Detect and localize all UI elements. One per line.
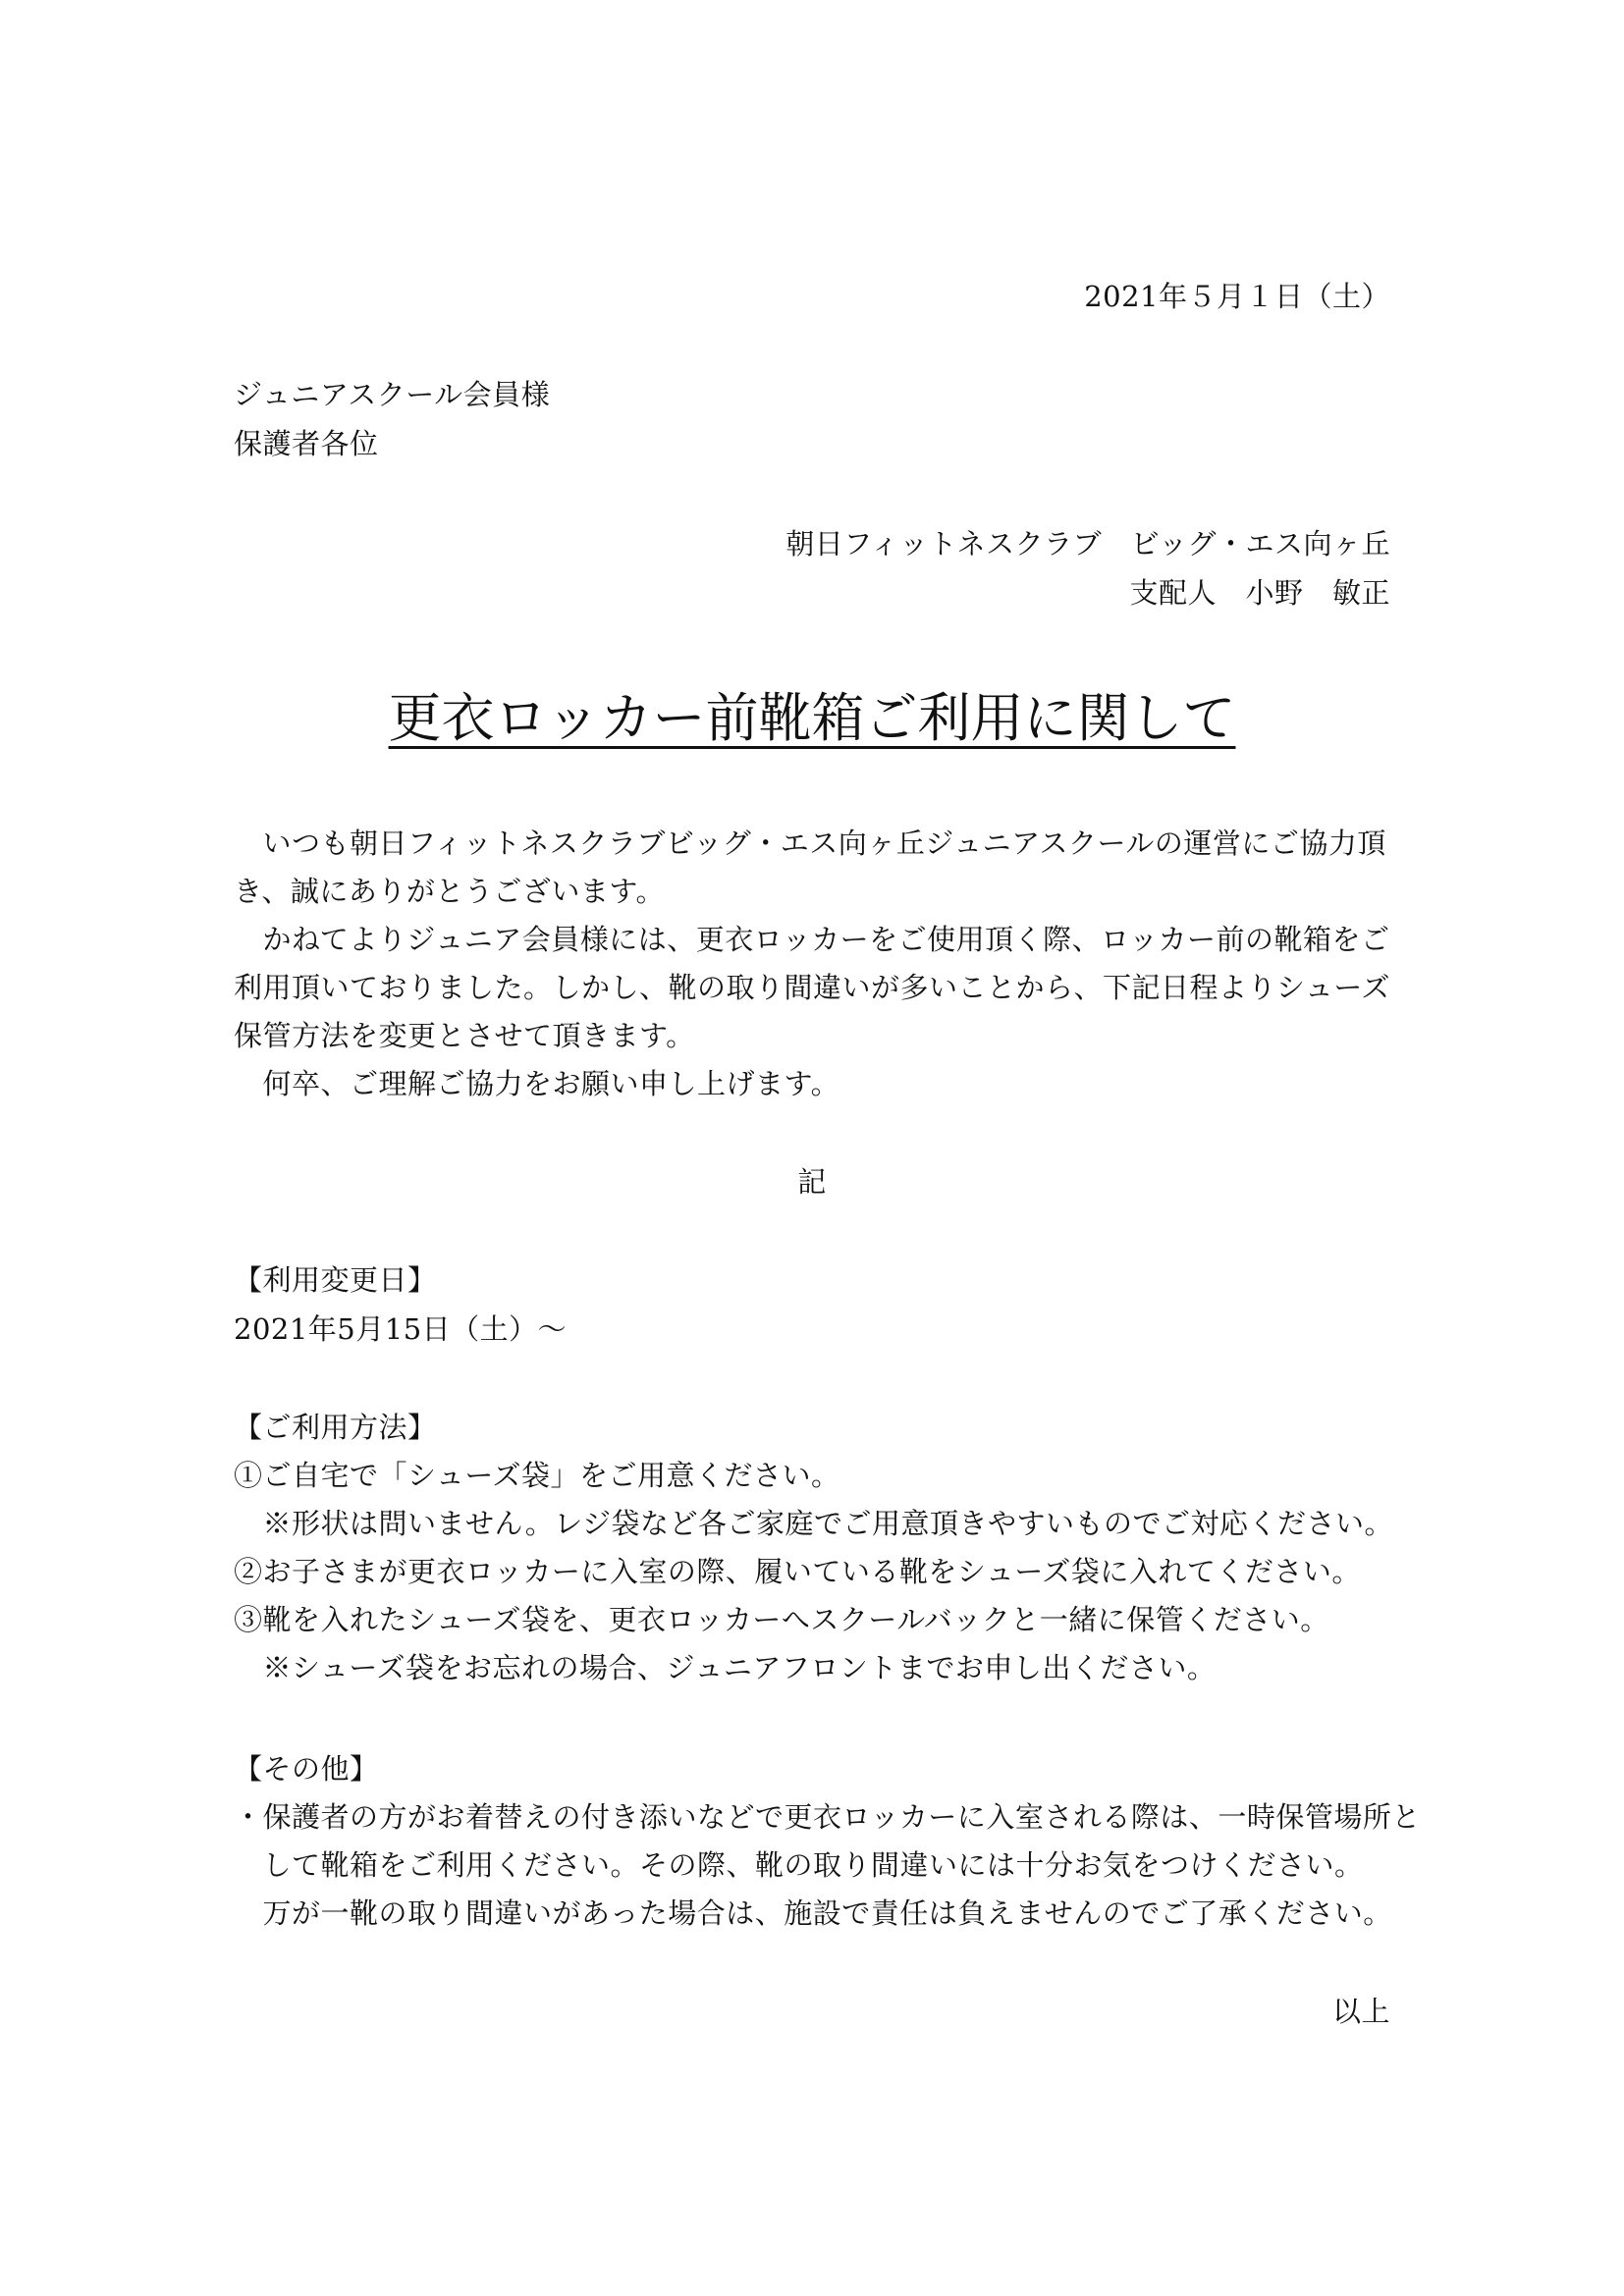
- other-line: して靴箱をご利用ください。その際、靴の取り間違いには十分お気をつけください。: [234, 1848, 1364, 1882]
- ki-marker: 記: [797, 1165, 827, 1199]
- usage-line: ②お子さまが更衣ロッカーに入室の際、履いている靴をシューズ袋に入れてください。: [234, 1555, 1361, 1588]
- body-line: 何卒、ご理解ご協力をお願い申し上げます。: [234, 1067, 840, 1100]
- usage-line: ①ご自宅で「シューズ袋」をご用意ください。: [234, 1459, 840, 1492]
- body-line: かねてよりジュニア会員様には、更衣ロッカーをご使用頂く際、ロッカー前の靴箱をご: [234, 923, 1390, 956]
- other-line: 万が一靴の取り間違いがあった場合は、施設で責任は負えませんのでご了承ください。: [234, 1896, 1392, 1930]
- body-line: 利用頂いておりました。しかし、靴の取り間違いが多いことから、下記日程よりシューズ: [234, 971, 1390, 1004]
- usage-line: ※形状は問いません。レジ袋など各ご家庭でご用意頂きやすいものでご対応ください。: [234, 1507, 1394, 1540]
- body-line: いつも朝日フィットネスクラブビッグ・エス向ヶ丘ジュニアスクールの運営にご協力頂: [234, 827, 1386, 860]
- sender-organization: 朝日フィットネスクラブ ビッグ・エス向ヶ丘: [785, 527, 1390, 561]
- other-heading: 【その他】: [234, 1752, 379, 1786]
- change-date-value: 2021年5月15日（土）～: [234, 1312, 568, 1346]
- recipient-line-1: ジュニアスクール会員様: [234, 378, 551, 411]
- change-date-heading: 【利用変更日】: [234, 1263, 437, 1297]
- sender-manager: 支配人 小野 敏正: [1129, 576, 1390, 610]
- usage-heading: 【ご利用方法】: [234, 1411, 437, 1444]
- body-line: 保管方法を変更とさせて頂きます。: [234, 1019, 695, 1052]
- closing-text: 以上: [1331, 1995, 1390, 2028]
- usage-line: ※シューズ袋をお忘れの場合、ジュニアフロントまでお申し出ください。: [234, 1651, 1217, 1684]
- usage-line: ③靴を入れたシューズ袋を、更衣ロッカーへスクールバックと一緒に保管ください。: [234, 1603, 1329, 1636]
- document-title: [0, 684, 1624, 753]
- document-date: 2021年５月１日（土）: [1084, 280, 1390, 313]
- recipient-line-2: 保護者各位: [234, 427, 379, 460]
- body-line: き、誠にありがとうございます。: [234, 875, 666, 908]
- document-title-text: 更衣ロッカー前靴箱ご利用に関して: [388, 687, 1236, 749]
- other-line: ・保護者の方がお着替えの付き添いなどで更衣ロッカーに入室される際は、一時保管場所と: [234, 1800, 1421, 1834]
